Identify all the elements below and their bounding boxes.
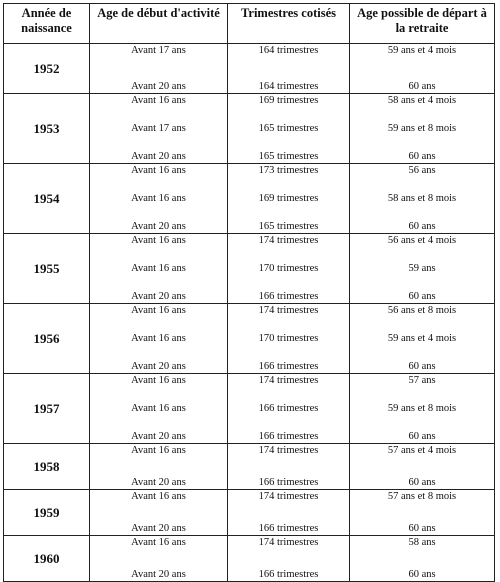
age-debut-value: Avant 16 ans <box>131 402 186 414</box>
table-row <box>4 94 495 164</box>
birth-year-cell: 1959 <box>4 490 90 536</box>
age-depart-value: 59 ans et 8 mois <box>387 402 457 414</box>
header-annee-naissance: Année de naissance <box>4 4 90 44</box>
trimestres-value: 174 trimestres <box>258 234 319 246</box>
trimestres-value: 166 trimestres <box>258 568 319 580</box>
age-debut-value: Avant 16 ans <box>131 444 186 456</box>
age-debut-value: Avant 20 ans <box>131 290 186 302</box>
trimestres-cell <box>228 374 350 444</box>
birth-year-cell: 1957 <box>4 374 90 444</box>
birth-year-cell: 1955 <box>4 234 90 304</box>
trimestres-value: 166 trimestres <box>258 430 319 442</box>
header-age-depart: Age possible de départ à la retraite <box>350 4 495 44</box>
table-body <box>4 44 495 582</box>
age-depart-value: 60 ans <box>408 430 436 442</box>
age-depart-value: 60 ans <box>408 360 436 372</box>
age-debut-cell <box>90 164 228 234</box>
trimestres-value: 166 trimestres <box>258 290 319 302</box>
age-debut-value: Avant 20 ans <box>131 522 186 534</box>
age-debut-value: Avant 20 ans <box>131 430 186 442</box>
trimestres-cell <box>228 94 350 164</box>
age-depart-value: 60 ans <box>408 568 436 580</box>
trimestres-value: 164 trimestres <box>258 44 319 56</box>
age-debut-cell <box>90 374 228 444</box>
trimestres-value: 165 trimestres <box>258 220 319 232</box>
age-depart-value: 60 ans <box>408 522 436 534</box>
age-debut-value: Avant 17 ans <box>131 44 186 56</box>
age-depart-value: 60 ans <box>408 80 436 92</box>
age-debut-cell <box>90 490 228 536</box>
table-row <box>4 234 495 304</box>
trimestres-cell <box>228 444 350 490</box>
trimestres-value: 166 trimestres <box>258 402 319 414</box>
header-row <box>4 4 495 44</box>
age-depart-value: 58 ans et 8 mois <box>387 192 457 204</box>
trimestres-value: 170 trimestres <box>258 262 319 274</box>
birth-year-cell: 1953 <box>4 94 90 164</box>
age-debut-value: Avant 16 ans <box>131 234 186 246</box>
table-row <box>4 490 495 536</box>
age-debut-value: Avant 16 ans <box>131 192 186 204</box>
age-depart-value: 60 ans <box>408 290 436 302</box>
age-depart-value: 59 ans et 4 mois <box>387 44 457 56</box>
trimestres-cell <box>228 164 350 234</box>
age-depart-value: 56 ans et 4 mois <box>387 234 457 246</box>
birth-year-cell: 1954 <box>4 164 90 234</box>
age-depart-value: 59 ans <box>408 262 436 274</box>
table-row <box>4 164 495 234</box>
age-depart-cell <box>350 234 495 304</box>
age-depart-cell <box>350 444 495 490</box>
age-depart-value: 59 ans et 8 mois <box>387 122 457 134</box>
age-depart-value: 60 ans <box>408 476 436 488</box>
age-depart-cell <box>350 304 495 374</box>
age-debut-value: Avant 20 ans <box>131 150 186 162</box>
trimestres-value: 174 trimestres <box>258 304 319 316</box>
trimestres-value: 166 trimestres <box>258 476 319 488</box>
table-row <box>4 444 495 490</box>
trimestres-value: 165 trimestres <box>258 122 319 134</box>
age-depart-value: 60 ans <box>408 220 436 232</box>
birth-year-cell: 1958 <box>4 444 90 490</box>
header-age-debut: Age de début d'activité <box>90 4 228 44</box>
trimestres-value: 173 trimestres <box>258 164 319 176</box>
age-depart-value: 56 ans et 8 mois <box>387 304 457 316</box>
age-depart-value: 59 ans et 4 mois <box>387 332 457 344</box>
age-debut-value: Avant 20 ans <box>131 220 186 232</box>
trimestres-value: 174 trimestres <box>258 444 319 456</box>
age-debut-cell <box>90 94 228 164</box>
trimestres-cell <box>228 44 350 94</box>
trimestres-cell <box>228 536 350 582</box>
trimestres-value: 170 trimestres <box>258 332 319 344</box>
age-depart-value: 60 ans <box>408 150 436 162</box>
age-depart-value: 58 ans et 4 mois <box>387 94 457 106</box>
age-debut-value: Avant 20 ans <box>131 80 186 92</box>
age-depart-cell <box>350 490 495 536</box>
age-debut-value: Avant 20 ans <box>131 360 186 372</box>
age-debut-value: Avant 20 ans <box>131 476 186 488</box>
age-depart-value: 57 ans et 8 mois <box>387 490 457 502</box>
table-row <box>4 304 495 374</box>
birth-year-cell: 1952 <box>4 44 90 94</box>
birth-year-cell: 1956 <box>4 304 90 374</box>
age-debut-value: Avant 16 ans <box>131 374 186 386</box>
age-debut-cell <box>90 444 228 490</box>
age-debut-value: Avant 16 ans <box>131 332 186 344</box>
age-depart-value: 56 ans <box>408 164 436 176</box>
age-debut-value: Avant 16 ans <box>131 94 186 106</box>
age-depart-cell <box>350 44 495 94</box>
trimestres-value: 174 trimestres <box>258 374 319 386</box>
age-depart-cell <box>350 374 495 444</box>
trimestres-cell <box>228 234 350 304</box>
age-depart-value: 57 ans et 4 mois <box>387 444 457 456</box>
table-row <box>4 374 495 444</box>
age-depart-value: 57 ans <box>408 374 436 386</box>
table-row <box>4 44 495 94</box>
trimestres-value: 165 trimestres <box>258 150 319 162</box>
age-debut-value: Avant 17 ans <box>131 122 186 134</box>
age-debut-cell <box>90 234 228 304</box>
table-row <box>4 536 495 582</box>
trimestres-value: 174 trimestres <box>258 490 319 502</box>
header-trimestres: Trimestres cotisés <box>228 4 350 44</box>
trimestres-value: 169 trimestres <box>258 192 319 204</box>
age-debut-cell <box>90 304 228 374</box>
age-debut-cell <box>90 44 228 94</box>
birth-year-cell: 1960 <box>4 536 90 582</box>
trimestres-cell <box>228 490 350 536</box>
trimestres-cell <box>228 304 350 374</box>
trimestres-value: 169 trimestres <box>258 94 319 106</box>
age-depart-value: 58 ans <box>408 536 436 548</box>
age-depart-cell <box>350 536 495 582</box>
age-debut-value: Avant 16 ans <box>131 490 186 502</box>
age-debut-cell <box>90 536 228 582</box>
age-debut-value: Avant 20 ans <box>131 568 186 580</box>
trimestres-value: 166 trimestres <box>258 522 319 534</box>
retirement-table <box>3 3 495 582</box>
trimestres-value: 174 trimestres <box>258 536 319 548</box>
age-debut-value: Avant 16 ans <box>131 304 186 316</box>
age-debut-value: Avant 16 ans <box>131 262 186 274</box>
age-depart-cell <box>350 164 495 234</box>
age-debut-value: Avant 16 ans <box>131 164 186 176</box>
trimestres-value: 164 trimestres <box>258 80 319 92</box>
age-depart-cell <box>350 94 495 164</box>
trimestres-value: 166 trimestres <box>258 360 319 372</box>
age-debut-value: Avant 16 ans <box>131 536 186 548</box>
